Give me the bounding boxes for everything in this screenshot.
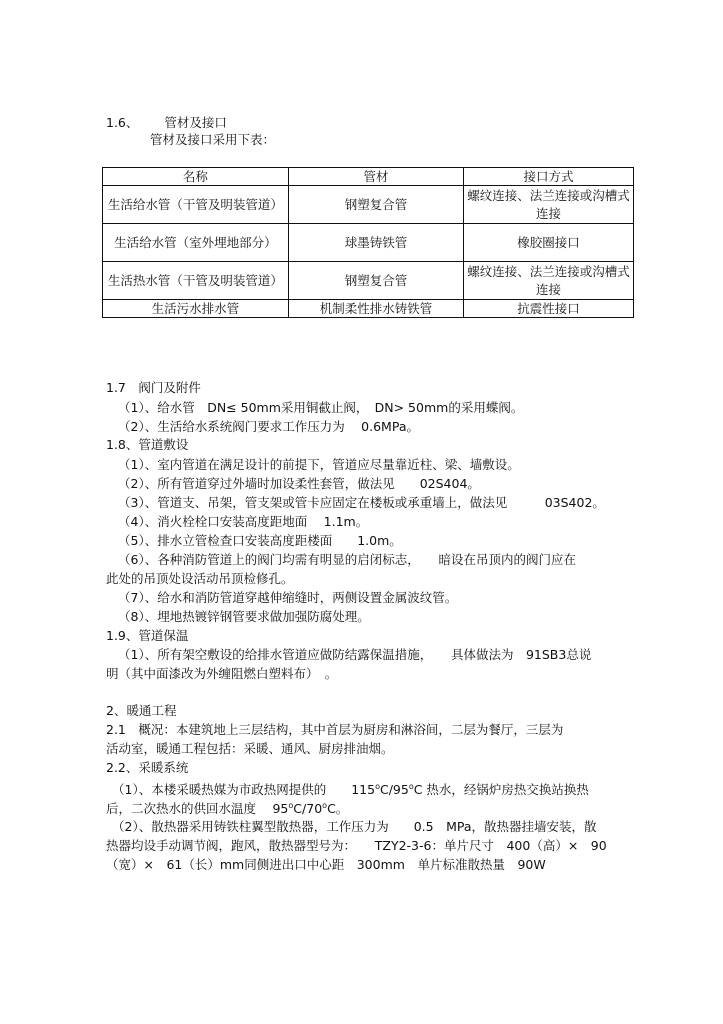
section-2-2-item-2-line-3: （宽）× 61（长）mm同侧进出口中心距 300mm 单片标准散热量 90W <box>106 857 546 872</box>
section-1-6-number: 1.6、 <box>106 115 139 130</box>
table-cell: 螺纹连接、法兰连接或沟槽式连接 <box>464 262 634 300</box>
table-header-row <box>103 168 634 186</box>
table-cell: 球墨铸铁管 <box>288 224 463 262</box>
section-1-9-item-1-line-2: 明（其中面漆改为外缠阻燃白塑料布） 。 <box>106 666 338 681</box>
degree-sign: o <box>408 782 414 791</box>
section-1-6-heading <box>106 115 227 131</box>
section-1-8-item-5: （5）、排水立管检查口安装高度距楼面 1.0m。 <box>118 533 402 548</box>
section-2-1-line-1: 2.1 概况：本建筑地上三层结构，其中首层为厨房和淋浴间，二层为餐厅，三层为 <box>106 722 564 737</box>
section-1-8-item-8: （8）、埋地热镀锌钢管要求做加强防腐处理。 <box>118 609 370 624</box>
section-2-heading: 2、暖通工程 <box>106 703 177 718</box>
table-header-material: 管材 <box>288 168 463 186</box>
section-1-8-item-2: （2）、所有管道穿过外墙时加设柔性套管，做法见 02S404。 <box>118 476 480 491</box>
section-1-8-item-4: （4）、消火栓栓口安装高度距地面 1.1m。 <box>118 514 369 529</box>
section-1-8-item-6-line-2: 此处的吊顶处设活动吊顶检修孔。 <box>106 571 294 586</box>
section-1-6-intro: 管材及接口采用下表： <box>150 132 276 147</box>
table-row <box>103 186 634 224</box>
section-2-2-item-2-line-2: 热器均设手动调节阀，跑风，散热器型号为： TZY2-3-6：单片尺寸 400（高）× 90 <box>106 838 607 853</box>
pipe-material-table <box>102 167 634 318</box>
section-1-9-item-1-line-1: （1）、所有架空敷设的给排水管道应做防结露保温措施， 具体做法为 91SB3总说 <box>118 647 592 662</box>
section-2-2-item-1-line-2 <box>106 798 348 817</box>
table-header-name: 名称 <box>103 168 289 186</box>
table-cell: 螺纹连接、法兰连接或沟槽式连接 <box>464 186 634 224</box>
table-cell: 钢塑复合管 <box>288 262 463 300</box>
section-2-2-item-1-line-1 <box>112 779 589 798</box>
section-2-1-line-2: 活动室，暖通工程包括：采暖、通风、厨房排油烟。 <box>106 741 394 756</box>
text-segment: C。 <box>327 801 349 816</box>
section-1-8-item-3: （3）、管道支、吊架，管支架或管卡应固定在楼板或承重墙上，做法见 03S402。 <box>118 495 605 510</box>
section-1-8-heading: 1.8、管道敷设 <box>106 437 189 452</box>
table-cell: 机制柔性排水铸铁管 <box>288 300 463 318</box>
table-cell: 生活给水管（室外埋地部分） <box>103 224 289 262</box>
table-cell: 生活污水排水管 <box>103 300 289 318</box>
section-1-8-item-7: （7）、给水和消防管道穿越伸缩缝时，两侧设置金属波纹管。 <box>118 590 458 605</box>
table-row <box>103 224 634 262</box>
section-1-7-item-1: （1）、给水管 DN≤ 50mm采用铜截止阀， DN> 50mm的采用蝶阀。 <box>118 400 524 415</box>
section-1-9-heading: 1.9、管道保温 <box>106 628 189 643</box>
section-1-7-item-2: （2）、生活给水系统阀门要求工作压力为 0.6MPa。 <box>118 419 419 434</box>
table-row <box>103 262 634 300</box>
table-cell: 抗震性接口 <box>464 300 634 318</box>
text-segment: C 热水，经锅炉房热交换站换热 <box>413 782 589 797</box>
table-cell: 生活给水管（干管及明装管道） <box>103 186 289 224</box>
text-segment: C/95 <box>379 782 409 797</box>
table-cell: 生活热水管（干管及明装管道） <box>103 262 289 300</box>
text-segment: 后，二次热水的供回水温度 95 <box>106 801 289 816</box>
section-2-2-item-2-line-1: （2）、散热器采用铸铁柱翼型散热器，工作压力为 0.5 MPa，散热器挂墙安装，散 <box>112 819 597 834</box>
text-segment: （1）、本楼采暖热媒为市政热网提供的 115 <box>112 782 376 797</box>
section-1-8-item-1: （1）、室内管道在满足设计的前提下，管道应尽量靠近柱、梁、墙敷设。 <box>118 457 520 472</box>
text-segment: C/70 <box>293 801 323 816</box>
table-row <box>103 300 634 318</box>
table-header-joint: 接口方式 <box>464 168 634 186</box>
section-1-8-item-6-line-1: （6）、各种消防管道上的阀门均需有明显的启闭标志， 暗设在吊顶内的阀门应在 <box>118 552 576 567</box>
section-1-7-heading: 1.7 阀门及附件 <box>106 380 201 395</box>
table-cell: 橡胶圈接口 <box>464 224 634 262</box>
degree-sign: o <box>322 801 328 810</box>
table-cell: 钢塑复合管 <box>288 186 463 224</box>
section-2-2-heading: 2.2、采暖系统 <box>106 760 189 775</box>
degree-sign: o <box>288 801 294 810</box>
section-1-6-title: 管材及接口 <box>164 115 227 130</box>
degree-sign: o <box>375 782 380 791</box>
